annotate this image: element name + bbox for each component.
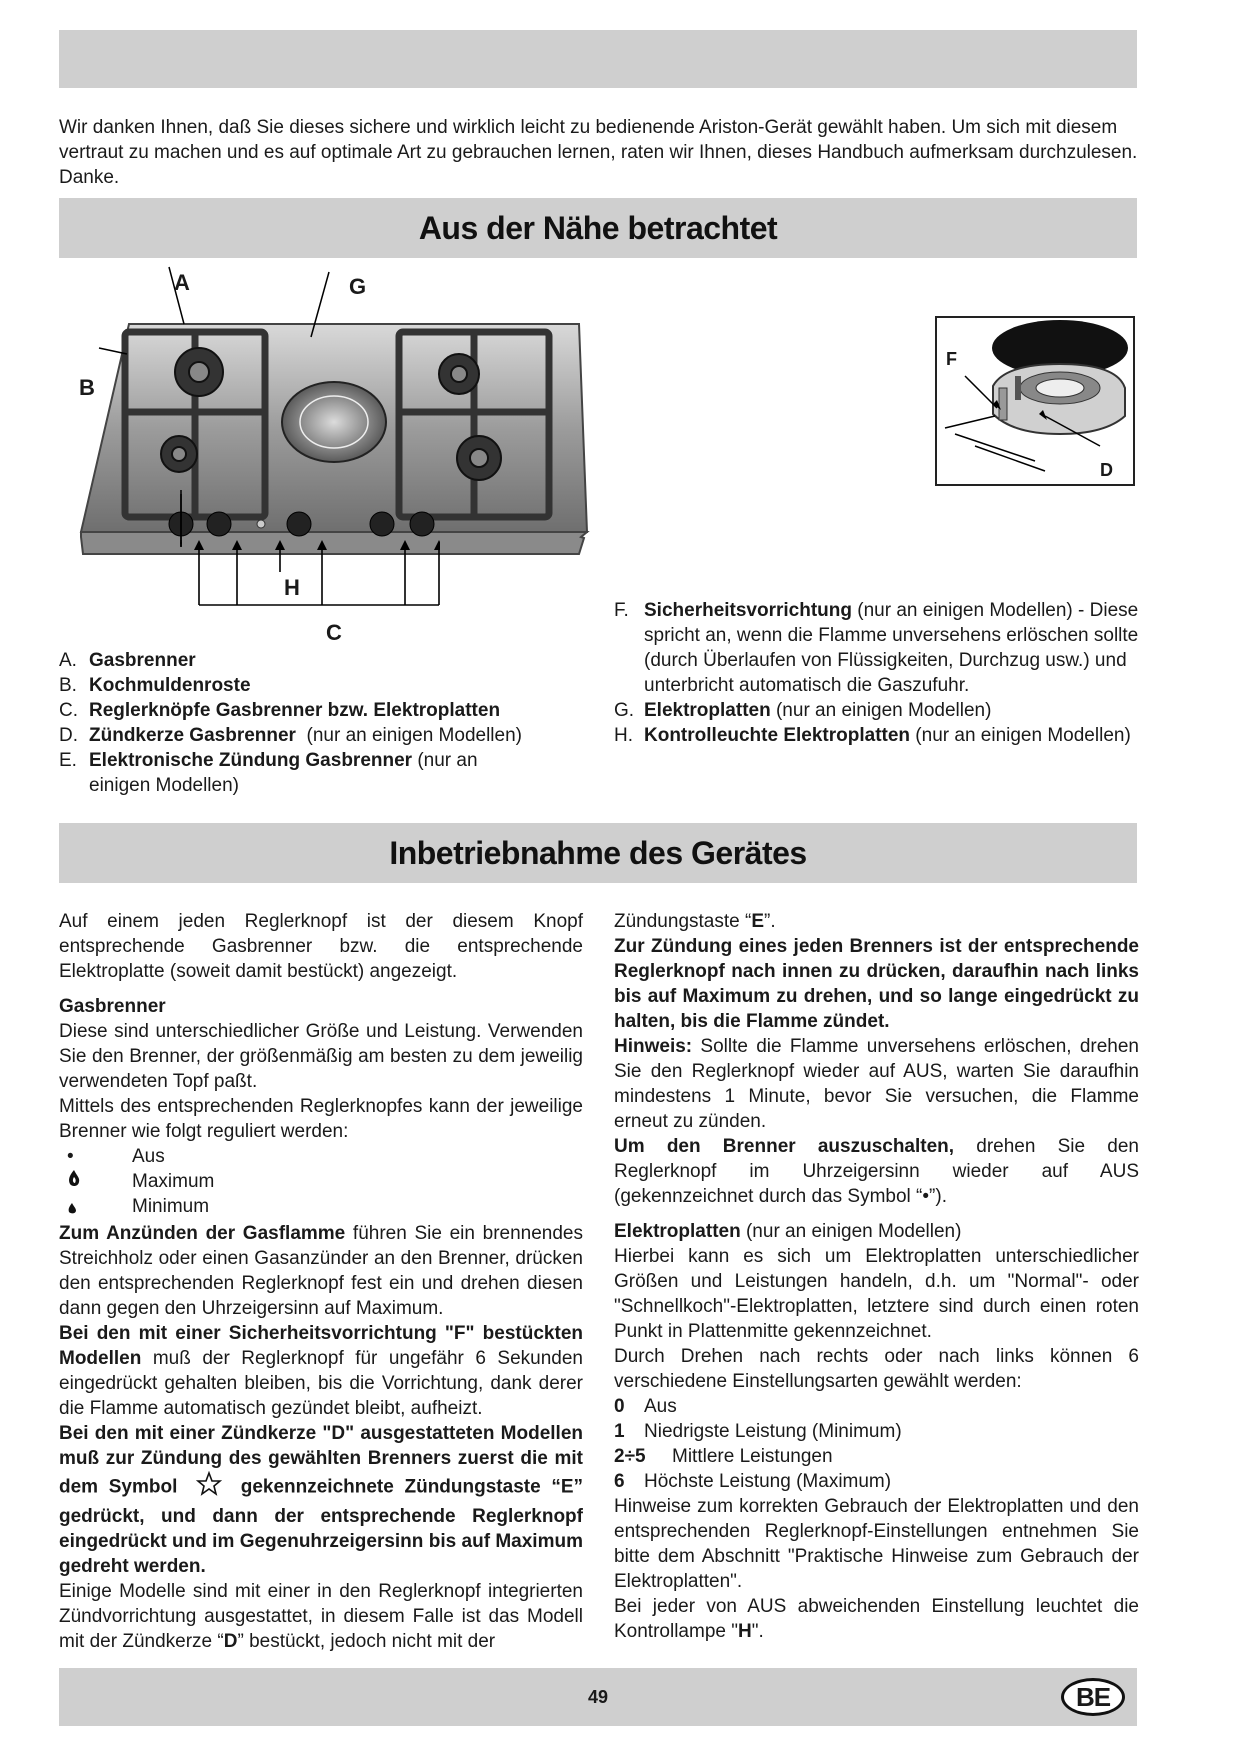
setting-row: • Aus — [59, 1144, 583, 1169]
list-item: C. Reglerknöpfe Gasbrenner bzw. Elektroplatten — [59, 700, 501, 721]
label-h: H — [284, 575, 300, 600]
section-title: Aus der Nähe betrachtet — [418, 210, 778, 246]
list-item: B. Kochmuldenroste — [59, 675, 251, 696]
header-bar — [59, 30, 1137, 88]
intro-text: Wir danken Ihnen, daß Sie dieses sichere und wirklich leicht zu bedienende Ariston-Gerät gewählt haben. Um sich mit diesem vertraut zu machen und es auf optimale Art zu gebrauchen lernen, raten wir Ihnen, dieses Handbuch aufmerksam durchzulesen. Danke. — [59, 117, 1138, 188]
right-column: Zündungstaste “E”. Zur Zündung eines jeden Brenners ist der entsprechende Reglerknopf nach innen zu drücken, daraufhin nach links bis auf Maximum zu drehen, und so lange eingedrückt zu halten, bis die Flamme zündet. Hinweis: Sollte die Flamme unversehens erlöschen, drehen Sie den Reglerknopf wieder auf AUS, warten Sie daraufhin mindestens 1 Minute, bevor Sie versuchen, die Flamme erneut zu zünden. Um den Brenner auszuschalten, drehen Sie den Reglerknopf im Uhrzeigersinn wieder auf AUS (gekennzeichnet durch das Symbol “•”). Elektroplatten (nur an einigen Modellen) Hierbei kann es sich um Elektroplatten unterschiedlicher Größen und Leistungen handeln, d.h. um "Normal"- oder "Schnellkoch"-Elektroplatten, letztere sind durch einen roten Punkt in Plattenmitte gekennzeichnet. Durch Drehen nach rechts oder nach links können 6 verschiedene Einstellungsarten gewählt werden: 0 Aus 1 Niedrigste Leistung (Minimum) 2÷5 Mittlere Leistungen 6 Höchste Leistung (Maximum) Hinweise zum korrekten Gebrauch der Elektroplatten und den entsprechenden Reglerknopf-Einstellungen entnehmen Sie bitte dem Abschnitt "Praktische Hinweise zum Gebrauch der Elektroplatten". Bei jeder von AUS abweichenden Einstellung leuchtet die Kontrollampe "H". — [614, 911, 1139, 1642]
knob-leader-lines — [170, 540, 440, 620]
left-column: Auf einem jeden Reglerknopf ist der diesem Knopf entsprechende Gasbrenner bzw. die entsprechende Elektroplatte (soweit damit bestückt) angezeigt. Gasbrenner Diese sind unterschiedlicher Größe und Leistung. Verwenden Sie den Brenner, der größenmäßig am besten zu dem jeweilig verwendeten Topf paßt. Mittels des entsprechenden Reglerknopfes kann der jeweilige Brenner wie folgt reguliert werden: • Aus Maximum Minimum Zum Anzünden der Gasflamme führen Sie ein brennendes Streichholz oder einen Gasanzünder an den Brenner, drücken den entsprechenden Reglerknopf fest ein und drehen diesen dann gegen den Uhrzeigersinn auf Maximum. Bei den mit einer Sicherheitsvorrichtung "F" bestückten Modellen muß der Reglerknopf für ungefähr 6 Sekunden eingedrückt gehalten bleiben, bis die Vorrichtung, dank derer die Flamme automatisch gezündet bleibt, aufheizt. Bei den mit einer Zündkerze "D" ausgestatteten Modellen muß zur Zündung des gewählten Brenners zuerst die mit dem Symbol gekennzeichnete Zündungstaste “E” gedrückt, und dann der entsprechende Reglerknopf eingedrückt und im Gegenuhrzeigersinn bis auf Maximum gedreht werden. Einige Modelle sind mit einer in den Reglerknopf integrierten Zündvorrichtung ausgestattet, in diesem Falle ist das Modell mit der Zündkerze “D” bestückt, jedoch nicht mit der — [59, 911, 583, 1652]
label-b: B — [79, 375, 95, 400]
level-row: 2÷5 Mittlere Leistungen — [614, 1446, 833, 1467]
list-item: A. Gasbrenner — [59, 650, 196, 671]
label-c: C — [326, 620, 342, 645]
parts-list-right — [614, 598, 1139, 748]
off-icon: • — [67, 1146, 74, 1167]
indicator-lamp — [257, 520, 265, 528]
spark-star-icon — [196, 1471, 222, 1504]
electric-plate — [282, 382, 386, 462]
label-f: F — [946, 349, 957, 369]
section-title: Inbetriebnahme des Gerätes — [389, 835, 807, 871]
setting-row: Minimum — [59, 1194, 583, 1221]
section-title-bar — [59, 198, 1137, 258]
small-flame-icon — [59, 1194, 132, 1221]
label-d: D — [1100, 460, 1113, 480]
list-item: H. Kontrolleuchte Elektroplatten (nur an einigen Modellen) — [614, 725, 1131, 746]
list-item: F. Sicherheitsvorrichtung (nur an einigen Modellen) - Diese spricht an, wenn die Flamme unversehens erlöschen sollte (durch Überlaufen von Flüssigkeiten, Durchzug usw.) und unterbricht automatisch die Gaszufuhr. — [614, 600, 1139, 696]
list-item: G. Elektroplatten (nur an einigen Modellen) — [614, 700, 992, 721]
label-g: G — [349, 274, 367, 299]
level-row: 1 Niedrigste Leistung (Minimum) — [614, 1421, 902, 1442]
large-flame-icon — [59, 1169, 132, 1194]
country-badge: BE — [1061, 1678, 1125, 1716]
setting-row: Maximum — [59, 1169, 583, 1194]
section-title-bar — [59, 823, 1137, 883]
label-a: A — [174, 270, 190, 295]
list-item: E. Elektronische Zündung Gasbrenner (nur an einigen Modellen) — [59, 750, 478, 796]
list-item: D. Zündkerze Gasbrenner (nur an einigen Modellen) — [59, 725, 522, 746]
level-row: 6 Höchste Leistung (Maximum) — [614, 1471, 892, 1492]
footer-bar — [59, 1668, 1137, 1726]
parts-list-left — [59, 648, 579, 798]
page-number: 49 — [587, 1687, 609, 1707]
level-row: 0 Aus — [614, 1396, 677, 1417]
